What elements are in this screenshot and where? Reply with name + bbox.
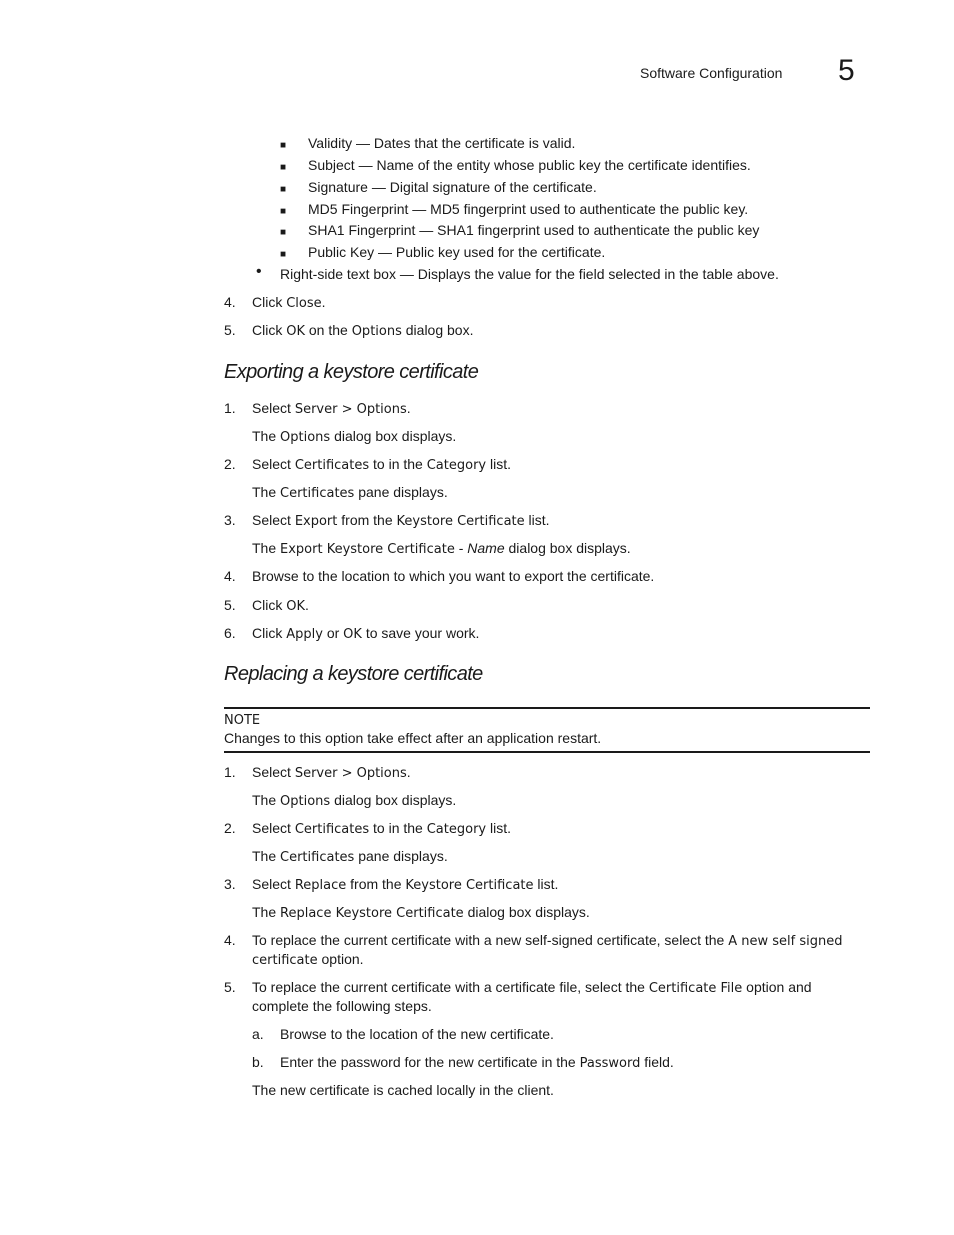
step-text: Click OK on the Options dialog box. <box>252 322 474 339</box>
step-text: To replace the current certificate with a certificate file, select the Certificate File option and <box>252 979 812 996</box>
round-bullet-icon: • <box>256 263 262 280</box>
square-bullet-icon: ■ <box>280 206 287 217</box>
substep-text: Browse to the location of the new certificate. <box>280 1026 554 1042</box>
note-bottom-rule <box>224 751 870 753</box>
square-bullet-icon: ■ <box>280 140 287 151</box>
running-header-title: Software Configuration <box>640 65 783 81</box>
step-result: The Certificates pane displays. <box>252 848 448 865</box>
step-number: 5. <box>224 322 236 338</box>
step-result: The Certificates pane displays. <box>252 484 448 501</box>
list-item: SHA1 Fingerprint — SHA1 fingerprint used to authenticate the public key <box>308 222 760 238</box>
square-bullet-icon: ■ <box>280 227 287 238</box>
step-number: 6. <box>224 625 236 641</box>
step-text-continued: certificate option. <box>252 951 364 968</box>
step-text: To replace the current certificate with a new self-signed certificate, select the A new self signed <box>252 932 843 949</box>
list-item: Validity — Dates that the certificate is valid. <box>308 135 576 151</box>
square-bullet-icon: ■ <box>280 249 287 260</box>
list-item: Subject — Name of the entity whose public key the certificate identifies. <box>308 157 751 173</box>
substep-label: b. <box>252 1054 264 1070</box>
substep-label: a. <box>252 1026 264 1042</box>
step-result: The Export Keystore Certificate - Name dialog box displays. <box>252 540 631 557</box>
step-text: Select Certificates to in the Category list. <box>252 456 511 473</box>
step-text: Select Server > Options. <box>252 400 411 417</box>
section-heading: Replacing a keystore certificate <box>224 663 483 685</box>
step-text: Browse to the location to which you want to export the certificate. <box>252 568 655 584</box>
section-heading: Exporting a keystore certificate <box>224 361 479 383</box>
note-text: Changes to this option take effect after an application restart. <box>224 730 602 746</box>
substep-text: Enter the password for the new certificate in the Password field. <box>280 1054 674 1071</box>
step-text: Click Apply or OK to save your work. <box>252 625 480 642</box>
step-number: 3. <box>224 876 236 892</box>
square-bullet-icon: ■ <box>280 162 287 173</box>
closing-text: The new certificate is cached locally in the client. <box>252 1082 554 1098</box>
step-text: Select Export from the Keystore Certificate list. <box>252 512 550 529</box>
list-item: Right-side text box — Displays the value for the field selected in the table above. <box>280 266 779 282</box>
step-result: The Options dialog box displays. <box>252 428 457 445</box>
step-number: 4. <box>224 568 236 584</box>
step-number: 1. <box>224 764 236 780</box>
step-text: Select Certificates to in the Category list. <box>252 820 511 837</box>
step-text: Select Replace from the Keystore Certificate list. <box>252 876 559 893</box>
step-text: Select Server > Options. <box>252 764 411 781</box>
note-label: NOTE <box>224 713 261 728</box>
step-number: 3. <box>224 512 236 528</box>
step-number: 2. <box>224 820 236 836</box>
step-result: The Options dialog box displays. <box>252 792 457 809</box>
step-text-continued: complete the following steps. <box>252 998 432 1014</box>
square-bullet-icon: ■ <box>280 184 287 195</box>
step-text: Click Close. <box>252 294 326 311</box>
step-number: 5. <box>224 597 236 613</box>
note-top-rule <box>224 707 870 709</box>
step-number: 4. <box>224 294 236 310</box>
step-text: Click OK. <box>252 597 309 614</box>
list-item: MD5 Fingerprint — MD5 fingerprint used to authenticate the public key. <box>308 201 749 217</box>
step-number: 2. <box>224 456 236 472</box>
step-number: 1. <box>224 400 236 416</box>
step-result: The Replace Keystore Certificate dialog box displays. <box>252 904 590 921</box>
step-number: 5. <box>224 979 236 995</box>
list-item: Public Key — Public key used for the certificate. <box>308 244 606 260</box>
list-item: Signature — Digital signature of the certificate. <box>308 179 597 195</box>
chapter-number: 5 <box>838 54 855 87</box>
step-number: 4. <box>224 932 236 948</box>
